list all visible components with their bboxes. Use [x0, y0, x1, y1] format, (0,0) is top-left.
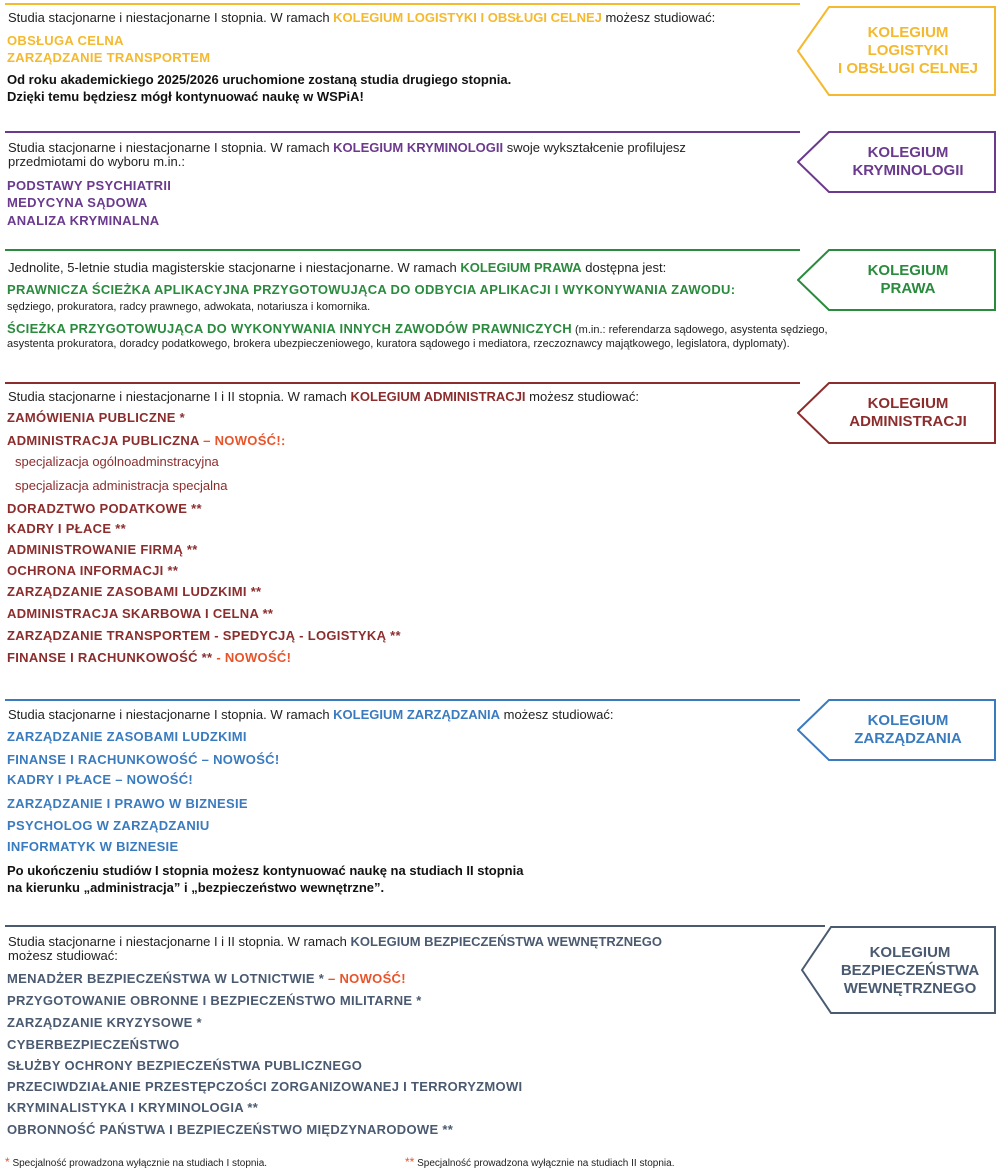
- list-item: OCHRONA INFORMACJI **: [7, 563, 179, 578]
- list-item: ŚCIEŻKA PRZYGOTOWUJĄCA DO WYKONYWANIA INNYCH ZAWODÓW PRAWNICZYCH (m.in.: referendarza sądowego, asystenta sędziego,: [7, 321, 828, 336]
- list-item: ZAMÓWIENIA PUBLICZNE *: [7, 410, 185, 425]
- kolegium-name: KOLEGIUM PRAWA: [460, 260, 582, 275]
- kolegium-badge: [797, 699, 997, 761]
- list-item: MENADŻER BEZPIECZEŃSTWA W LOTNICTWIE * – NOWOŚĆ!: [7, 971, 406, 986]
- list-item: PRZECIWDZIAŁANIE PRZESTĘPCZOŚCI ZORGANIZOWANEJ I TERRORYZMOWI: [7, 1079, 523, 1094]
- list-item: ZARZĄDZANIE TRANSPORTEM - SPEDYCJĄ - LOGISTYKĄ **: [7, 628, 401, 643]
- list-item: ZARZĄDZANIE ZASOBAMI LUDZKIMI **: [7, 584, 262, 599]
- new-badge: - NOWOŚĆ!: [212, 650, 292, 665]
- specialization-item: specjalizacja administracja specjalna: [15, 478, 228, 493]
- section-intro: Studia stacjonarne i niestacjonarne I stopnia. W ramach KOLEGIUM KRYMINOLOGII swoje wykształcenie profilujesz przedmiotami do wyboru m.in.:: [8, 140, 686, 169]
- section-prawo: [5, 249, 997, 359]
- section-intro: Studia stacjonarne i niestacjonarne I stopnia. W ramach KOLEGIUM ZARZĄDZANIA możesz studiować:: [8, 707, 614, 722]
- kolegium-name: KOLEGIUM KRYMINOLOGII: [333, 140, 504, 155]
- section-intro: Jednolite, 5-letnie studia magisterskie stacjonarne i niestacjonarne. W ramach KOLEGIUM PRAWA dostępna jest:: [8, 260, 667, 275]
- section-bezpieczenstwo: [5, 925, 997, 1140]
- section-note: Po ukończeniu studiów I stopnia możesz kontynuować naukę na studiach II stopnia na kierunku „administracja” i „bezpieczeństwo wewnętrzne”.: [7, 863, 524, 895]
- footnote-second-degree: ** Specjalność prowadzona wyłącznie na studiach II stopnia.: [405, 1155, 675, 1169]
- list-item: KRYMINALISTYKA I KRYMINOLOGIA **: [7, 1100, 259, 1115]
- list-item: KADRY I PŁACE **: [7, 521, 126, 536]
- list-item: PRAWNICZA ŚCIEŻKA APLIKACYJNA PRZYGOTOWUJĄCA DO ODBYCIA APLIKACJI I WYKONYWANIA ZAWODU:: [7, 282, 736, 297]
- list-item: ZARZĄDZANIE ZASOBAMI LUDZKIMI: [7, 729, 247, 744]
- list-item: OBSŁUGA CELNA: [7, 33, 124, 48]
- list-item: ZARZĄDZANIE TRANSPORTEM: [7, 50, 211, 65]
- list-item: MEDYCYNA SĄDOWA: [7, 195, 148, 210]
- list-item: PSYCHOLOG W ZARZĄDZANIU: [7, 818, 210, 833]
- list-item: KADRY I PŁACE – NOWOŚĆ!: [7, 772, 194, 787]
- divider-line: [5, 3, 800, 5]
- asterisk-marker: *: [5, 1155, 10, 1169]
- list-item: CYBERBEZPIECZEŃSTWO: [7, 1037, 180, 1052]
- badge-label: KOLEGIUM ADMINISTRACJI: [849, 395, 967, 430]
- divider-line: [5, 382, 800, 384]
- kolegium-badge: [797, 131, 997, 193]
- list-item: ADMINISTROWANIE FIRMĄ **: [7, 542, 198, 557]
- divider-line: [5, 925, 825, 927]
- list-item: PODSTAWY PSYCHIATRII: [7, 178, 172, 193]
- badge-label: KOLEGIUM PRAWA: [867, 262, 949, 297]
- section-intro: Studia stacjonarne i niestacjonarne I i II stopnia. W ramach KOLEGIUM ADMINISTRACJI możesz studiować:: [8, 389, 639, 404]
- kolegium-name: KOLEGIUM BEZPIECZEŃSTWA WEWNĘTRZNEGO: [350, 934, 663, 949]
- kolegium-name: KOLEGIUM LOGISTYKI I OBSŁUGI CELNEJ: [333, 10, 602, 25]
- footnote-first-degree: * Specjalność prowadzona wyłącznie na studiach I stopnia.: [5, 1155, 268, 1169]
- section-zarzadzanie: [5, 699, 997, 899]
- divider-line: [5, 699, 800, 701]
- kolegium-name: KOLEGIUM ZARZĄDZANIA: [333, 707, 500, 722]
- asterisk-marker: **: [405, 1155, 415, 1169]
- list-item: INFORMATYK W BIZNESIE: [7, 839, 179, 854]
- list-item: ADMINISTRACJA SKARBOWA I CELNA **: [7, 606, 274, 621]
- badge-label: KOLEGIUM ZARZĄDZANIA: [854, 712, 962, 747]
- badge-label: KOLEGIUM LOGISTYKI I OBSŁUGI CELNEJ: [837, 24, 979, 77]
- section-kryminologia: [5, 131, 997, 236]
- specialization-item: specjalizacja ogólnoadminstracyjna: [15, 454, 219, 469]
- list-item: SŁUŻBY OCHRONY BEZPIECZEŃSTWA PUBLICZNEGO: [7, 1058, 363, 1073]
- kolegium-badge: [801, 926, 997, 1014]
- section-intro: Studia stacjonarne i niestacjonarne I i II stopnia. W ramach KOLEGIUM BEZPIECZEŃSTWA WEWNĘTRZNEGO możesz studiować:: [8, 934, 663, 963]
- kolegium-name: KOLEGIUM ADMINISTRACJI: [350, 389, 526, 404]
- list-item: ANALIZA KRYMINALNA: [7, 213, 160, 228]
- path-description: sędziego, prokuratora, radcy prawnego, adwokata, notariusza i komornika.: [7, 301, 371, 313]
- list-item: ZARZĄDZANIE KRYZYSOWE *: [7, 1015, 202, 1030]
- section-logistyka: [5, 3, 997, 111]
- list-item: OBRONNOŚĆ PAŃSTWA I BEZPIECZEŃSTWO MIĘDZYNARODOWE **: [7, 1122, 454, 1137]
- new-badge: – NOWOŚĆ!: [324, 971, 406, 986]
- section-administracja: [5, 382, 997, 672]
- new-badge: – NOWOŚĆ!:: [199, 433, 286, 448]
- list-item: DORADZTWO PODATKOWE **: [7, 501, 202, 516]
- badge-label: KOLEGIUM BEZPIECZEŃSTWA WEWNĘTRZNEGO: [840, 944, 980, 997]
- section-intro: Studia stacjonarne i niestacjonarne I stopnia. W ramach KOLEGIUM LOGISTYKI I OBSŁUGI CELNEJ możesz studiować:: [8, 10, 716, 25]
- path-description: asystenta prokuratora, doradcy podatkowego, brokera ubezpieczeniowego, kuratora sądowego i mediatora, rzeczoznawcy majątkowego, legislatora, dyplomaty).: [7, 338, 790, 350]
- path-description: (m.in.: referendarza sądowego, asystenta sędziego,: [571, 324, 828, 336]
- section-note: Od roku akademickiego 2025/2026 uruchomione zostaną studia drugiego stopnia. Dzięki temu będziesz mógł kontynuować naukę w WSPiA!: [7, 72, 512, 104]
- divider-line: [5, 249, 800, 251]
- kolegium-badge: [797, 382, 997, 444]
- list-item: FINANSE I RACHUNKOWOŚĆ ** - NOWOŚĆ!: [7, 650, 292, 665]
- divider-line: [5, 131, 800, 133]
- list-item: FINANSE I RACHUNKOWOŚĆ – NOWOŚĆ!: [7, 752, 280, 767]
- list-item: PRZYGOTOWANIE OBRONNE I BEZPIECZEŃSTWO MILITARNE *: [7, 993, 422, 1008]
- kolegium-badge: [797, 6, 997, 96]
- kolegium-badge: [797, 249, 997, 311]
- badge-label: KOLEGIUM KRYMINOLOGII: [852, 144, 964, 179]
- list-item: ZARZĄDZANIE I PRAWO W BIZNESIE: [7, 796, 248, 811]
- list-item: ADMINISTRACJA PUBLICZNA – NOWOŚĆ!:: [7, 433, 286, 448]
